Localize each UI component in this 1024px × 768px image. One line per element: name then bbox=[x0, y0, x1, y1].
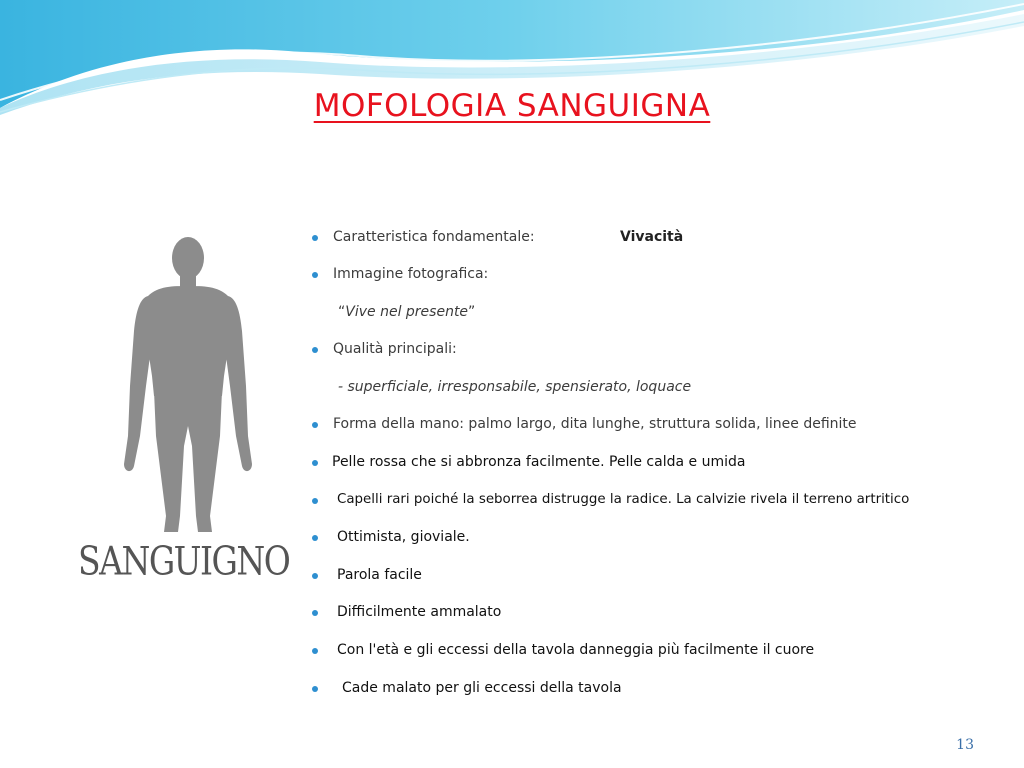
item-text: Difficilmente ammalato bbox=[337, 604, 502, 620]
bullet-icon bbox=[312, 422, 318, 428]
human-silhouette-image bbox=[118, 236, 258, 536]
bullet-icon bbox=[312, 573, 318, 579]
quote-line bbox=[338, 303, 475, 321]
bullet-icon bbox=[312, 235, 318, 241]
image-caption: SANGUIGNO bbox=[78, 538, 290, 585]
page-number: 13 bbox=[956, 737, 974, 753]
bullet-icon bbox=[312, 648, 318, 654]
item-text: Capelli rari poiché la seborrea distrugge la radice. La calvizie rivela il terreno artritico bbox=[337, 492, 910, 507]
item-value: Vivacità bbox=[620, 229, 684, 245]
quote-open: “ bbox=[338, 304, 346, 320]
item-text: Forma della mano: palmo largo, dita lunghe, struttura solida, linee definite bbox=[333, 416, 857, 432]
detail-line bbox=[338, 378, 691, 396]
bullet-icon bbox=[312, 498, 318, 504]
item-label: Immagine fotografica: bbox=[333, 266, 489, 282]
item-text: Parola facile bbox=[337, 567, 422, 583]
item-label: Qualità principali: bbox=[333, 341, 457, 357]
item-text: Cade malato per gli eccessi della tavola bbox=[342, 680, 622, 696]
quote-text: Vive nel presente bbox=[345, 304, 469, 320]
bullet-icon bbox=[312, 610, 318, 616]
item-text: Con l'età e gli eccessi della tavola danneggia più facilmente il cuore bbox=[337, 642, 815, 658]
item-label: Caratteristica fondamentale: bbox=[333, 229, 535, 245]
bullet-icon bbox=[312, 272, 318, 278]
slide-title: MOFOLOGIA SANGUIGNA bbox=[313, 88, 711, 124]
bullet-icon bbox=[312, 686, 318, 692]
bullet-icon bbox=[312, 460, 318, 466]
item-text: Ottimista, gioviale. bbox=[337, 529, 470, 545]
item-detail: - superficiale, irresponsabile, spensierato, loquace bbox=[338, 379, 692, 395]
bullet-icon bbox=[312, 535, 318, 541]
quote-close: ” bbox=[468, 304, 476, 320]
item-text: Pelle rossa che si abbronza facilmente. Pelle calda e umida bbox=[332, 454, 746, 470]
bullet-icon bbox=[312, 347, 318, 353]
